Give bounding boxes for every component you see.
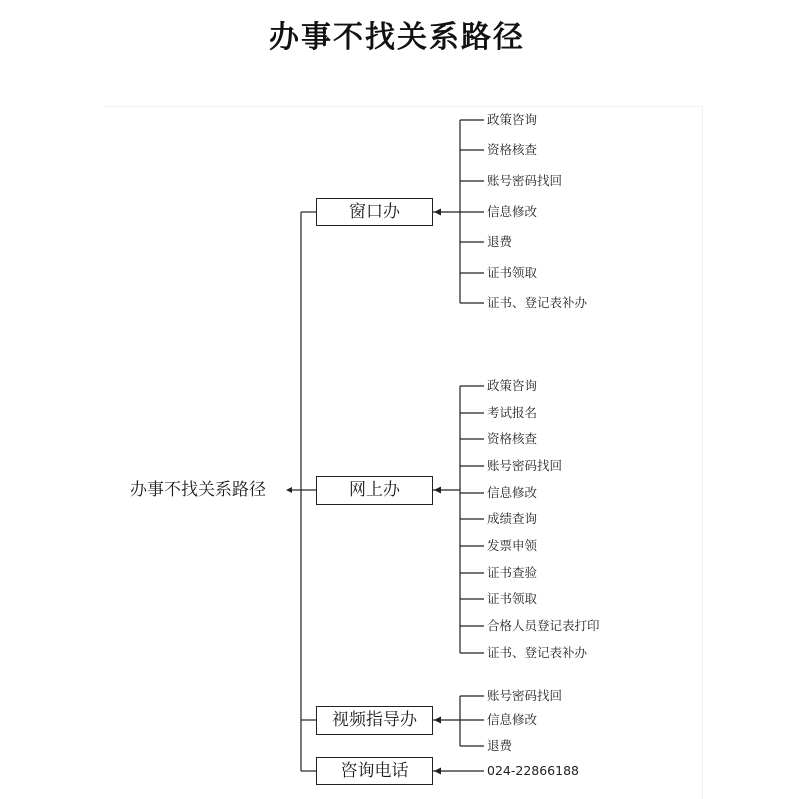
window-item: 退费 (487, 234, 513, 249)
video-item: 账号密码找回 (487, 688, 563, 703)
window-item: 政策咨询 (487, 112, 538, 127)
branch-window: 窗口办 (316, 198, 433, 226)
online-item: 账号密码找回 (487, 458, 563, 473)
video-item: 信息修改 (487, 712, 538, 727)
online-item: 证书、登记表补办 (487, 645, 588, 660)
online-item: 考试报名 (487, 405, 538, 420)
arrow-video (434, 717, 441, 724)
branch-video: 视频指导办 (316, 706, 433, 735)
branch-phone: 咨询电话 (316, 757, 433, 785)
online-item: 证书领取 (487, 591, 538, 606)
online-item: 合格人员登记表打印 (487, 618, 600, 633)
page-title: 办事不找关系路径 (269, 20, 525, 55)
online-item: 成绩查询 (487, 511, 538, 526)
arrow-online (434, 487, 441, 494)
online-item: 证书查验 (487, 565, 538, 580)
branch-online: 网上办 (316, 476, 433, 505)
root-node: 办事不找关系路径 (130, 480, 266, 500)
online-item: 资格核查 (487, 431, 538, 446)
arrow-window (434, 209, 441, 216)
arrow-phone (434, 768, 441, 775)
video-item: 退费 (487, 738, 513, 753)
online-item: 政策咨询 (487, 378, 538, 393)
window-item: 证书、登记表补办 (487, 295, 588, 310)
online-item: 发票申领 (487, 538, 538, 553)
arrow-root (286, 487, 292, 493)
window-item: 资格核查 (487, 142, 538, 157)
online-item: 信息修改 (487, 485, 538, 500)
window-item: 账号密码找回 (487, 173, 563, 188)
phone-number: 024-22866188 (487, 763, 579, 778)
window-item: 信息修改 (487, 204, 538, 219)
window-item: 证书领取 (487, 265, 538, 280)
